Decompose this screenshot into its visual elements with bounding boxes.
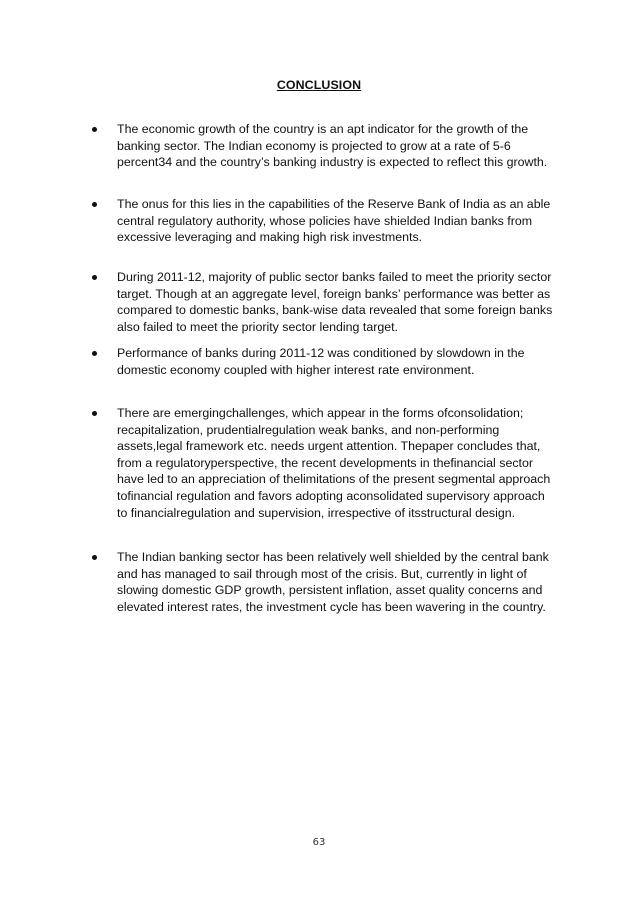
page-title: CONCLUSION <box>276 78 362 92</box>
bullet-icon <box>92 202 97 207</box>
bullet-text: There are emergingchallenges, which appear in the forms ofconsolidation; recapitalization, prudentialregulation weak banks, and non-performing assets,legal framework etc. needs urgent attention. Thepaper concludes that, from a regulatoryperspective, the recent developments in thefinancial sector have led to an appreciation of thelimitations of the present segmental approach tofinancial regulation and favors adopting aconsolidated supervisory approach to financialregulation and supervision, irrespective of itsstructural design. <box>117 406 551 520</box>
bullet-icon <box>92 127 97 132</box>
bullet-icon <box>92 411 97 416</box>
bullet-text: The onus for this lies in the capabilities of the Reserve Bank of India as an able central regulatory authority, whose policies have shielded Indian banks from excessive leveraging and making high risk investments. <box>117 197 551 245</box>
page-number: 63 <box>312 837 326 848</box>
bullet-icon <box>92 351 97 356</box>
bullet-icon <box>92 555 97 560</box>
bullet-text: During 2011-12, majority of public sector banks failed to meet the priority sector target. Though at an aggregate level, foreign banks’ performance was better as compared to domestic banks, bank-wise data revealed that some foreign banks also failed to meet the priority sector lending target. <box>117 270 553 334</box>
bullet-text: The Indian banking sector has been relatively well shielded by the central bank and has managed to sail through most of the crisis. But, currently in light of slowing domestic GDP growth, persistent inflation, asset quality concerns and elevated interest rates, the investment cycle has been wavering in the country. <box>117 550 549 614</box>
bullet-text: Performance of banks during 2011-12 was conditioned by slowdown in the domestic economy coupled with higher interest rate environment. <box>117 346 525 377</box>
bullet-icon <box>92 275 97 280</box>
bullet-text: The economic growth of the country is an apt indicator for the growth of the banking sector. The Indian economy is projected to grow at a rate of 5-6 percent34 and the country’s banking industry is expected to reflect this growth. <box>117 122 548 170</box>
